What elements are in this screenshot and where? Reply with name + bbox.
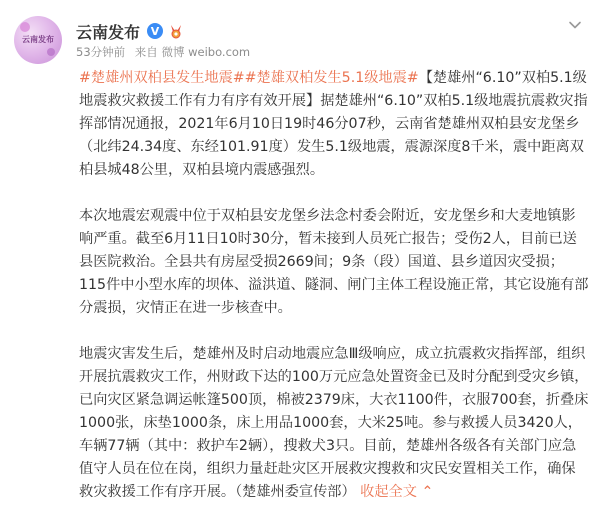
- post-paragraph: [79, 343, 589, 504]
- post-time[interactable]: 53分钟前: [76, 45, 126, 59]
- avatar-decoration: [47, 48, 55, 56]
- post-paragraph: [79, 67, 589, 182]
- avatar[interactable]: [14, 16, 62, 64]
- post-source: 来自 微博 weibo.com: [134, 45, 251, 59]
- verified-icon: V: [147, 23, 163, 39]
- avatar-label: 云南发布: [22, 35, 54, 44]
- post-body: [79, 67, 589, 527]
- post-header: [14, 10, 586, 70]
- collapse-label: 收起全文: [360, 484, 417, 500]
- avatar-decoration: [20, 22, 30, 32]
- name-row: [76, 19, 184, 43]
- topic-tag-link[interactable]: #楚雄州双柏县发生地震#: [79, 70, 245, 86]
- topic-tag-link[interactable]: #楚雄双柏发生5.1级地震#: [244, 70, 419, 86]
- paragraph-text: 地震灾害发生后，楚雄州及时启动地震应急Ⅲ级响应，成立抗震救灾指挥部，组织开展抗震救灾工作，州财政下达的100万元应急处置资金已及时分配到受灾乡镇，已向灾区紧急调运帐篷500顶，棉被2379床，大衣1100件，衣服700套，折叠床1000张，床垫1000条，床上用品1000套，大米25吨。参与救援人员3420人，车辆77辆（其中：救护车2辆），搜救犬3只。目前，楚雄州各级各有关部门应急值守人员在位在岗，组织力量赶赴灾区开展救灾搜救和灾民安置相关工作，确保救灾救援工作有序开展。（楚雄州委宣传部）: [79, 346, 589, 500]
- paragraph-text: 【楚雄州“6.10”双柏5.1级地震救灾救援工作有力有序有效开展】据楚雄州“6.10”双柏5.1级地震抗震救灾指挥部情况通报，2021年6月10日19时46分07秒，云南省楚雄州双柏县安龙堡乡（北纬24.34度、东经101.91度）发生5.1级地震，震源深度8千米，震中距离双柏县城48公里，双柏县境内震感强烈。: [79, 70, 588, 178]
- post-paragraph: 本次地震宏观震中位于双柏县安龙堡乡法念村委会附近，安龙堡乡和大麦地镇影响严重。截至6月11日10时30分，暂未接到人员死亡报告；受伤2人，目前已送县医院救治。全县共有房屋受损2669间；9条（段）国道、县乡道因灾受损；115件中小型水库的坝体、溢洪道、隧洞、闸门主体工程设施正常，其它设施有部分震损，灾情正在进一步核查中。: [79, 208, 589, 316]
- account-name[interactable]: 云南发布: [76, 22, 141, 42]
- collapse-arrow-icon: ⌃: [421, 484, 434, 500]
- chevron-down-icon[interactable]: [566, 16, 584, 34]
- collapse-text-link[interactable]: [360, 484, 433, 500]
- post-meta: [76, 44, 250, 60]
- medal-icon: [168, 23, 184, 39]
